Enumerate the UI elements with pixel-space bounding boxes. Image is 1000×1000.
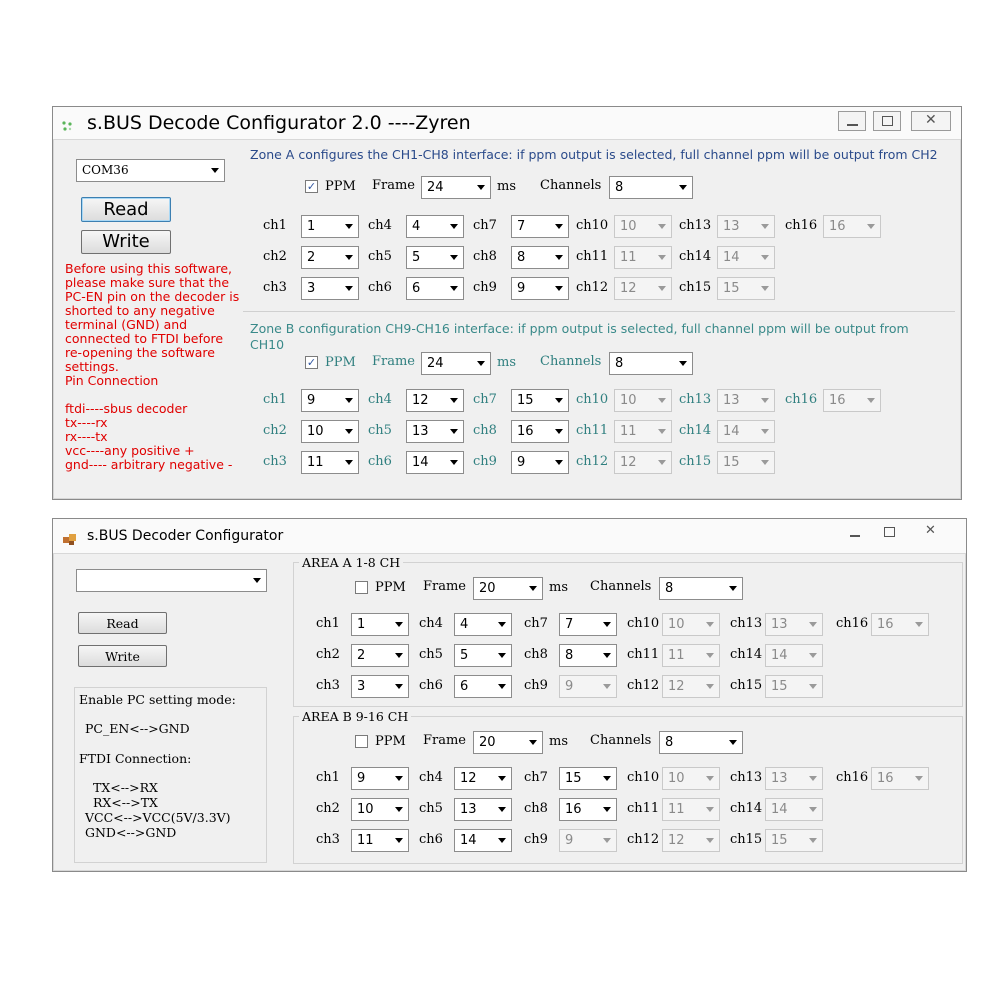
channel-select-ch6[interactable]: 6: [454, 675, 512, 698]
frame-select[interactable]: 20: [473, 577, 543, 600]
ftdi-title: FTDI Connection:: [79, 751, 192, 766]
channel-label: ch12: [576, 280, 609, 295]
ppm-label: PPM: [375, 580, 406, 595]
channel-label: ch16: [836, 770, 869, 785]
ppm-checkbox[interactable]: [355, 581, 368, 594]
channel-label: ch8: [473, 249, 497, 264]
note-line: re-opening the software: [65, 345, 215, 360]
channel-label: ch12: [576, 454, 609, 469]
channel-select-ch5[interactable]: 13: [454, 798, 512, 821]
chevron-down-icon: [345, 255, 353, 260]
chevron-down-icon: [345, 460, 353, 465]
chevron-down-icon: [679, 185, 687, 190]
channel-select-ch4[interactable]: 12: [406, 389, 464, 412]
channel-select-ch3[interactable]: 11: [351, 829, 409, 852]
restore-button[interactable]: [875, 523, 903, 541]
chevron-down-icon: [498, 776, 506, 781]
chevron-down-icon: [809, 622, 817, 627]
channel-label: ch2: [263, 249, 287, 264]
channel-label: ch3: [316, 832, 340, 847]
channel-select-ch7[interactable]: 15: [559, 767, 617, 790]
channel-select-ch9[interactable]: 9: [511, 451, 569, 474]
channel-select-ch1[interactable]: 1: [351, 613, 409, 636]
note-line: connected to FTDI before: [65, 331, 224, 346]
chevron-down-icon: [211, 168, 219, 173]
channel-label: ch14: [730, 801, 763, 816]
close-icon: ✕: [925, 112, 937, 128]
channel-select-ch6[interactable]: 14: [454, 829, 512, 852]
ms-label: ms: [497, 355, 516, 370]
chevron-down-icon: [555, 255, 563, 260]
chevron-down-icon: [529, 740, 537, 745]
chevron-down-icon: [498, 838, 506, 843]
area-b-heading: AREA B 9-16 CH: [299, 709, 411, 724]
chevron-down-icon: [395, 622, 403, 627]
channel-select-ch7[interactable]: 7: [559, 613, 617, 636]
channel-select-ch15: 15: [717, 277, 775, 300]
ppm-checkbox[interactable]: [355, 735, 368, 748]
chevron-down-icon: [529, 586, 537, 591]
ms-label: ms: [549, 580, 568, 595]
chevron-down-icon: [679, 361, 687, 366]
channel-select-ch5[interactable]: 13: [406, 420, 464, 443]
channel-select-ch10: 10: [662, 767, 720, 790]
channel-select-ch1[interactable]: 9: [351, 767, 409, 790]
channel-select-ch9: 9: [559, 675, 617, 698]
chevron-down-icon: [729, 586, 737, 591]
channels-select[interactable]: 8: [609, 352, 693, 375]
channel-label: ch9: [473, 454, 497, 469]
channel-select-ch8[interactable]: 16: [559, 798, 617, 821]
channel-select-ch16: 16: [871, 767, 929, 790]
ppm-checkbox[interactable]: ✓: [306, 180, 317, 193]
channel-select-ch8[interactable]: 16: [511, 420, 569, 443]
chevron-down-icon: [761, 429, 769, 434]
chevron-down-icon: [658, 460, 666, 465]
com-port-select[interactable]: [76, 569, 267, 592]
chevron-down-icon: [395, 776, 403, 781]
chevron-down-icon: [395, 684, 403, 689]
channel-select-ch1[interactable]: 9: [301, 389, 359, 412]
close-button[interactable]: [911, 111, 951, 131]
channels-select[interactable]: 8: [659, 731, 743, 754]
channel-label: ch13: [730, 770, 763, 785]
channel-label: ch7: [473, 392, 497, 407]
channel-select-ch12: 12: [662, 675, 720, 698]
channel-label: ch5: [368, 249, 392, 264]
enable-title: Enable PC setting mode:: [79, 692, 236, 707]
note-line: please make sure that the: [65, 275, 230, 290]
channel-select-ch13: 13: [765, 767, 823, 790]
window-title: s.BUS Decoder Configurator: [87, 528, 284, 544]
chevron-down-icon: [706, 653, 714, 658]
chevron-down-icon: [658, 429, 666, 434]
chevron-down-icon: [477, 361, 485, 366]
chevron-down-icon: [867, 398, 875, 403]
chevron-down-icon: [450, 398, 458, 403]
chevron-down-icon: [761, 286, 769, 291]
note-line: Before using this software,: [65, 261, 233, 276]
frame-label: Frame: [423, 579, 467, 594]
note-line: gnd---- arbitrary negative -: [65, 457, 233, 472]
chevron-down-icon: [345, 286, 353, 291]
channel-label: ch4: [419, 770, 443, 785]
restore-icon: [884, 527, 895, 537]
channel-label: ch14: [679, 249, 712, 264]
read-button[interactable]: Read: [81, 197, 171, 222]
chevron-down-icon: [706, 838, 714, 843]
channel-label: ch5: [419, 647, 443, 662]
chevron-down-icon: [761, 460, 769, 465]
channel-label: ch13: [730, 616, 763, 631]
channel-select-ch16: 16: [871, 613, 929, 636]
channel-select-ch10: 10: [614, 215, 672, 238]
channel-select-ch15: 15: [765, 675, 823, 698]
channel-label: ch16: [836, 616, 869, 631]
channel-label: ch14: [679, 423, 712, 438]
channel-select-ch7[interactable]: 15: [511, 389, 569, 412]
channels-select[interactable]: 8: [659, 577, 743, 600]
channel-select-ch10: 10: [662, 613, 720, 636]
channel-select-ch16: 16: [823, 389, 881, 412]
channel-label: ch3: [263, 454, 287, 469]
chevron-down-icon: [809, 653, 817, 658]
chevron-down-icon: [450, 286, 458, 291]
channel-select-ch5[interactable]: 5: [454, 644, 512, 667]
channels-label: Channels: [590, 579, 652, 594]
chevron-down-icon: [450, 429, 458, 434]
ppm-checkbox[interactable]: ✓: [306, 356, 317, 369]
chevron-down-icon: [809, 838, 817, 843]
app-icon: [61, 117, 73, 129]
channel-select-ch13: 13: [765, 613, 823, 636]
channel-select-ch2[interactable]: 10: [351, 798, 409, 821]
channel-label: ch3: [316, 678, 340, 693]
chevron-down-icon: [729, 740, 737, 745]
divider: [243, 311, 955, 312]
channel-select-ch16: 16: [823, 215, 881, 238]
channel-label: ch10: [576, 218, 609, 233]
channel-select-ch3[interactable]: 3: [351, 675, 409, 698]
chevron-down-icon: [498, 684, 506, 689]
channels-select[interactable]: 8: [609, 176, 693, 199]
chevron-down-icon: [867, 224, 875, 229]
window-title: s.BUS Decode Configurator 2.0 ----Zyren: [87, 112, 471, 134]
channel-select-ch15: 15: [717, 451, 775, 474]
chevron-down-icon: [603, 622, 611, 627]
channel-select-ch4[interactable]: 12: [454, 767, 512, 790]
chevron-down-icon: [706, 684, 714, 689]
channel-select-ch2[interactable]: 2: [351, 644, 409, 667]
channel-select-ch12: 12: [614, 451, 672, 474]
channel-label: ch15: [679, 454, 712, 469]
channel-label: ch9: [524, 678, 548, 693]
chevron-down-icon: [477, 185, 485, 190]
channel-select-ch11: 11: [662, 798, 720, 821]
channel-label: ch16: [785, 218, 818, 233]
zone-b-heading: Zone B configuration CH9-CH16 interface: if ppm output is selected, full channel ppm will be output from CH10: [250, 321, 909, 352]
chevron-down-icon: [706, 807, 714, 812]
chevron-down-icon: [761, 255, 769, 260]
channel-select-ch13: 13: [717, 215, 775, 238]
channel-label: ch13: [679, 218, 712, 233]
chevron-down-icon: [761, 398, 769, 403]
channel-label: ch15: [730, 832, 763, 847]
close-icon: ✕: [925, 523, 936, 538]
ppm-label: PPM: [325, 355, 356, 370]
chevron-down-icon: [603, 776, 611, 781]
chevron-down-icon: [915, 776, 923, 781]
chevron-down-icon: [915, 622, 923, 627]
chevron-down-icon: [809, 807, 817, 812]
channel-label: ch7: [473, 218, 497, 233]
chevron-down-icon: [253, 578, 261, 583]
channel-select-ch13: 13: [717, 389, 775, 412]
chevron-down-icon: [706, 776, 714, 781]
minimize-icon: [850, 535, 860, 537]
channel-label: ch10: [627, 616, 660, 631]
ftdi-line: TX<-->RX: [93, 780, 158, 795]
channel-label: ch4: [368, 392, 392, 407]
channel-select-ch9: 9: [559, 829, 617, 852]
ftdi-line: RX<-->TX: [93, 795, 158, 810]
note-line: rx----tx: [65, 429, 108, 444]
channel-label: ch8: [524, 647, 548, 662]
app-icon: [63, 531, 77, 543]
channel-select-ch11: 11: [614, 246, 672, 269]
channel-select-ch9[interactable]: 9: [511, 277, 569, 300]
chevron-down-icon: [658, 398, 666, 403]
frame-select[interactable]: 20: [473, 731, 543, 754]
zone-a-heading: Zone A configures the CH1-CH8 interface: if ppm output is selected, full channel ppm will be output from CH2: [250, 147, 938, 162]
channel-label: ch1: [263, 392, 287, 407]
channel-label: ch3: [263, 280, 287, 295]
pc-en-text: PC_EN<-->GND: [85, 721, 190, 736]
channel-select-ch3[interactable]: 3: [301, 277, 359, 300]
title-bar: [53, 519, 966, 554]
chevron-down-icon: [603, 807, 611, 812]
channel-select-ch15: 15: [765, 829, 823, 852]
ms-label: ms: [497, 179, 516, 194]
channel-label: ch1: [316, 616, 340, 631]
write-button[interactable]: Write: [78, 645, 167, 667]
chevron-down-icon: [603, 653, 611, 658]
channel-select-ch14: 14: [717, 420, 775, 443]
chevron-down-icon: [658, 286, 666, 291]
channel-label: ch16: [785, 392, 818, 407]
channel-select-ch3[interactable]: 11: [301, 451, 359, 474]
chevron-down-icon: [498, 653, 506, 658]
ppm-label: PPM: [325, 179, 356, 194]
config-window-2: [52, 518, 967, 872]
title-bar: [53, 107, 961, 140]
channel-label: ch13: [679, 392, 712, 407]
channel-label: ch6: [419, 678, 443, 693]
chevron-down-icon: [658, 255, 666, 260]
channel-label: ch8: [524, 801, 548, 816]
chevron-down-icon: [658, 224, 666, 229]
channel-label: ch7: [524, 616, 548, 631]
channel-label: ch9: [524, 832, 548, 847]
note-line: terminal (GND) and: [65, 317, 188, 332]
ppm-label: PPM: [375, 734, 406, 749]
channel-label: ch8: [473, 423, 497, 438]
frame-select[interactable]: 24: [421, 352, 491, 375]
channel-select-ch2[interactable]: 2: [301, 246, 359, 269]
channel-select-ch12: 12: [662, 829, 720, 852]
config-window-1: [52, 106, 962, 500]
channel-label: ch2: [263, 423, 287, 438]
ftdi-line: GND<-->GND: [85, 825, 177, 840]
channel-label: ch9: [473, 280, 497, 295]
channel-label: ch15: [679, 280, 712, 295]
channel-select-ch11: 11: [614, 420, 672, 443]
channel-select-ch12: 12: [614, 277, 672, 300]
note-line: vcc----any positive +: [65, 443, 195, 458]
channel-select-ch4[interactable]: 4: [406, 215, 464, 238]
channel-label: ch6: [368, 454, 392, 469]
chevron-down-icon: [498, 622, 506, 627]
channel-label: ch11: [576, 423, 609, 438]
minimize-button[interactable]: [841, 523, 869, 541]
chevron-down-icon: [345, 398, 353, 403]
restore-button[interactable]: [873, 111, 901, 131]
area-a-heading: AREA A 1-8 CH: [299, 555, 403, 570]
chevron-down-icon: [603, 838, 611, 843]
chevron-down-icon: [809, 776, 817, 781]
channel-label: ch7: [524, 770, 548, 785]
channel-select-ch6[interactable]: 6: [406, 277, 464, 300]
chevron-down-icon: [555, 460, 563, 465]
frame-label: Frame: [423, 733, 467, 748]
chevron-down-icon: [395, 807, 403, 812]
write-button[interactable]: Write: [81, 230, 171, 254]
channel-label: ch1: [316, 770, 340, 785]
note-line: tx----rx: [65, 415, 108, 430]
channel-select-ch4[interactable]: 4: [454, 613, 512, 636]
close-button[interactable]: [915, 523, 949, 541]
chevron-down-icon: [555, 398, 563, 403]
chevron-down-icon: [555, 429, 563, 434]
channel-label: ch2: [316, 801, 340, 816]
info-group: [74, 687, 267, 863]
note-line: Pin Connection: [65, 373, 159, 388]
channel-select-ch14: 14: [717, 246, 775, 269]
channel-label: ch11: [627, 801, 660, 816]
channel-label: ch2: [316, 647, 340, 662]
channel-label: ch12: [627, 832, 660, 847]
channel-label: ch4: [368, 218, 392, 233]
frame-label: Frame: [372, 354, 416, 369]
note-line: settings.: [65, 359, 119, 374]
com-port-select[interactable]: COM36: [76, 159, 225, 182]
chevron-down-icon: [603, 684, 611, 689]
note-line: PC-EN pin on the decoder is: [65, 289, 240, 304]
ftdi-line: VCC<-->VCC(5V/3.3V): [85, 810, 231, 825]
channel-label: ch10: [576, 392, 609, 407]
chevron-down-icon: [555, 286, 563, 291]
note-line: shorted to any negative: [65, 303, 215, 318]
chevron-down-icon: [706, 622, 714, 627]
channel-label: ch1: [263, 218, 287, 233]
channel-label: ch15: [730, 678, 763, 693]
ms-label: ms: [549, 734, 568, 749]
chevron-down-icon: [809, 684, 817, 689]
channel-select-ch2[interactable]: 10: [301, 420, 359, 443]
channel-label: ch4: [419, 616, 443, 631]
chevron-down-icon: [498, 807, 506, 812]
chevron-down-icon: [555, 224, 563, 229]
chevron-down-icon: [761, 224, 769, 229]
chevron-down-icon: [345, 224, 353, 229]
channels-label: Channels: [590, 733, 652, 748]
channel-label: ch12: [627, 678, 660, 693]
channel-select-ch5[interactable]: 5: [406, 246, 464, 269]
chevron-down-icon: [450, 224, 458, 229]
channel-label: ch6: [419, 832, 443, 847]
channel-select-ch14: 14: [765, 798, 823, 821]
channel-select-ch14: 14: [765, 644, 823, 667]
channel-select-ch8[interactable]: 8: [559, 644, 617, 667]
channel-select-ch8[interactable]: 8: [511, 246, 569, 269]
minimize-icon: [847, 124, 858, 126]
channel-select-ch1[interactable]: 1: [301, 215, 359, 238]
channel-label: ch11: [627, 647, 660, 662]
channel-label: ch5: [419, 801, 443, 816]
channel-select-ch7[interactable]: 7: [511, 215, 569, 238]
note-line: ftdi----sbus decoder: [65, 401, 188, 416]
minimize-button[interactable]: [838, 111, 866, 131]
chevron-down-icon: [345, 429, 353, 434]
channel-label: ch11: [576, 249, 609, 264]
channel-select-ch10: 10: [614, 389, 672, 412]
channel-select-ch6[interactable]: 14: [406, 451, 464, 474]
channel-label: ch5: [368, 423, 392, 438]
channel-label: ch6: [368, 280, 392, 295]
read-button[interactable]: Read: [78, 612, 167, 634]
chevron-down-icon: [395, 653, 403, 658]
channel-label: ch10: [627, 770, 660, 785]
chevron-down-icon: [450, 460, 458, 465]
channels-label: Channels: [540, 178, 602, 193]
frame-select[interactable]: 24: [421, 176, 491, 199]
chevron-down-icon: [450, 255, 458, 260]
channel-label: ch14: [730, 647, 763, 662]
channel-select-ch11: 11: [662, 644, 720, 667]
restore-icon: [882, 116, 893, 126]
chevron-down-icon: [395, 838, 403, 843]
frame-label: Frame: [372, 178, 416, 193]
channels-label: Channels: [540, 354, 602, 369]
